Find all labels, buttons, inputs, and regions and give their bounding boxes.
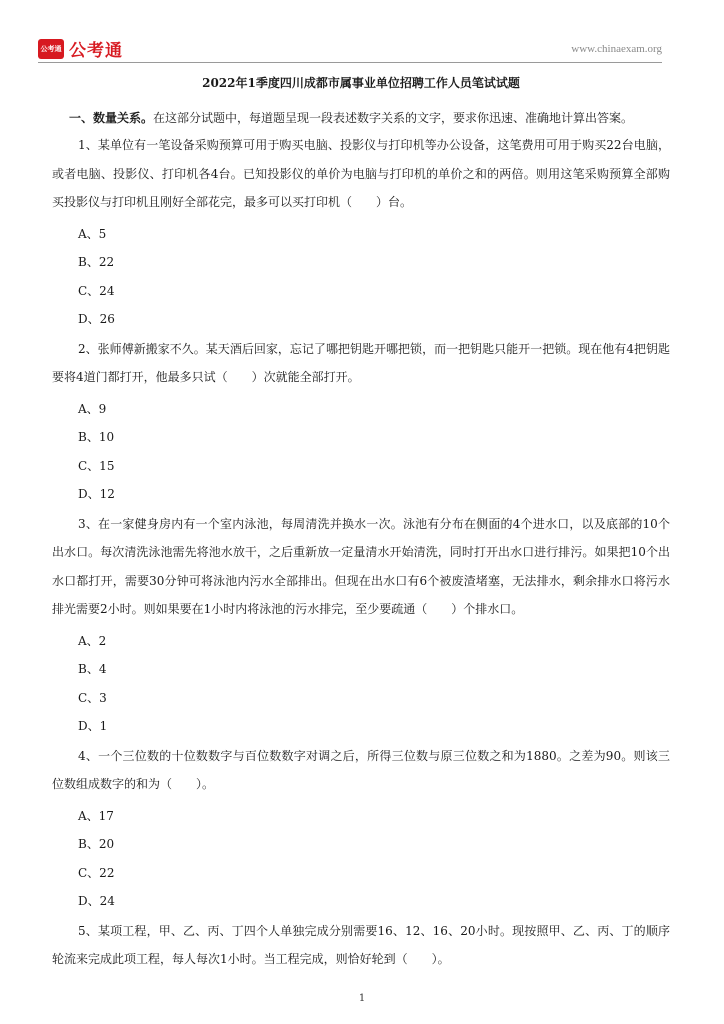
option: A、17 (78, 808, 114, 823)
brand-logo[interactable] (38, 36, 123, 61)
option: C、22 (78, 865, 115, 880)
option: A、5 (78, 226, 107, 241)
brand-name: 公考通 (69, 41, 123, 61)
question (52, 742, 670, 916)
site-url[interactable]: www.chinaexam.org (571, 43, 662, 55)
option: C、3 (78, 690, 107, 705)
question-text: 3、在一家健身房内有一个室内泳池，每周清洗并换水一次。泳池有分布在侧面的4个进水口，以及底部的10个出水口。每次清洗泳池需先将池水放干，之后重新放一定量清水开始清洗，同时打开出水口进行排污。如果把10个出水口都打开，需要30分钟可将泳池内污水全部排出。但现在出水口有6个被废渣堵塞，无法排水，剩余排水口将污水排光需要2小时。则如果要在1小时内将泳池的污水排完，至少要疏通（ ）个排水口。 (52, 516, 670, 616)
option: D、1 (78, 719, 108, 733)
question-text: 1、某单位有一笔设备采购预算可用于购买电脑、投影仪与打印机等办公设备，这笔费用可用于购买22台电脑，或者电脑、投影仪、打印机各4台。已知投影仪的单价为电脑与打印机的单价之和的两倍。则用这笔采购预算全部购买投影仪与打印机且刚好全部花完，最多可以买打印机（ ）台。 (52, 138, 670, 209)
option: A、9 (78, 401, 107, 416)
section-instruction: 在这部分试题中，每道题呈现一段表述数字关系的文字，要求你迅速、准确地计算出答案。 (153, 111, 634, 125)
page-header (38, 34, 662, 62)
option: D、24 (78, 894, 115, 908)
question-text: 2、张师傅新搬家不久。某天酒后回家，忘记了哪把钥匙开哪把锁，而一把钥匙只能开一把锁。现在他有4把钥匙要将4道门都打开，他最多只试（ ）次就能全部打开。 (52, 341, 670, 384)
option: D、26 (78, 312, 115, 326)
brand-logo-icon: 公考通 (38, 39, 64, 59)
option: C、15 (78, 458, 115, 473)
section-intro (52, 105, 670, 131)
document-title: 2022年1季度四川成都市属事业单位招聘工作人员笔试试题 (202, 76, 520, 90)
question-text: 5、某项工程，甲、乙、丙、丁四个人单独完成分别需要16、12、16、20小时。现按照甲、乙、丙、丁的顺序轮流来完成此项工程，每人每次1小时。当工程完成，则恰好轮到（ ）。 (52, 923, 670, 966)
option: B、4 (78, 662, 107, 676)
question (52, 335, 670, 509)
option-list (52, 627, 670, 741)
option: A、2 (78, 633, 107, 648)
document-body (52, 74, 670, 974)
option: B、20 (78, 837, 115, 851)
page-number: 1 (358, 993, 366, 1004)
section-heading: 一、数量关系。 (69, 111, 154, 125)
header-divider (38, 62, 662, 63)
option: D、12 (78, 487, 115, 501)
question (52, 510, 670, 741)
question (52, 131, 670, 334)
option: B、22 (78, 255, 115, 269)
question (52, 917, 670, 974)
option-list (52, 802, 670, 916)
option-list (52, 395, 670, 509)
question-text: 4、一个三位数的十位数数字与百位数数字对调之后，所得三位数与原三位数之和为1880。之差为90。则该三位数组成数字的和为（ ）。 (52, 748, 670, 791)
option: B、10 (78, 430, 115, 444)
option-list (52, 220, 670, 334)
option: C、24 (78, 283, 115, 298)
